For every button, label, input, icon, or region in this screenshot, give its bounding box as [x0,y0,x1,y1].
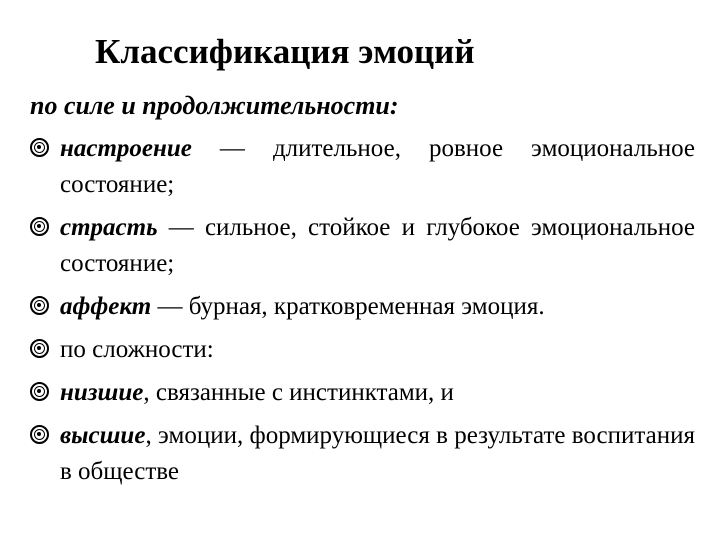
bullet-list [30,131,695,497]
slide-subtitle: по силе и продолжительности: [30,91,399,120]
item-text: — сильное, стойкое и глубокое эмоциональное состояние; [60,214,695,277]
item-term: страсть [60,214,158,241]
item-text: , связанные с инстинктами, и [143,379,454,406]
list-item [30,375,695,411]
circled-dot-bullet-icon [30,425,49,444]
circled-dot-bullet-icon [30,217,49,236]
list-item [30,332,695,368]
list-item [30,289,695,325]
list-item [30,210,695,282]
item-term: высшие [60,422,146,449]
list-item [30,418,695,490]
list-item [30,131,695,203]
item-term: настроение [60,135,192,162]
circled-dot-bullet-icon [30,339,49,358]
circled-dot-bullet-icon [30,138,49,157]
item-text: , эмоции, формирующиеся в результате воспитания в обществе [60,422,695,485]
item-text: по сложности: [60,336,214,363]
item-text: — бурная, кратковременная эмоция. [151,293,545,320]
circled-dot-bullet-icon [30,382,49,401]
circled-dot-bullet-icon [30,296,49,315]
item-term: аффект [60,293,152,320]
item-text: — длительное, ровное эмоциональное состояние; [60,135,695,198]
slide-title: Классификация эмоций [95,32,475,71]
item-term: низшие [60,379,144,406]
